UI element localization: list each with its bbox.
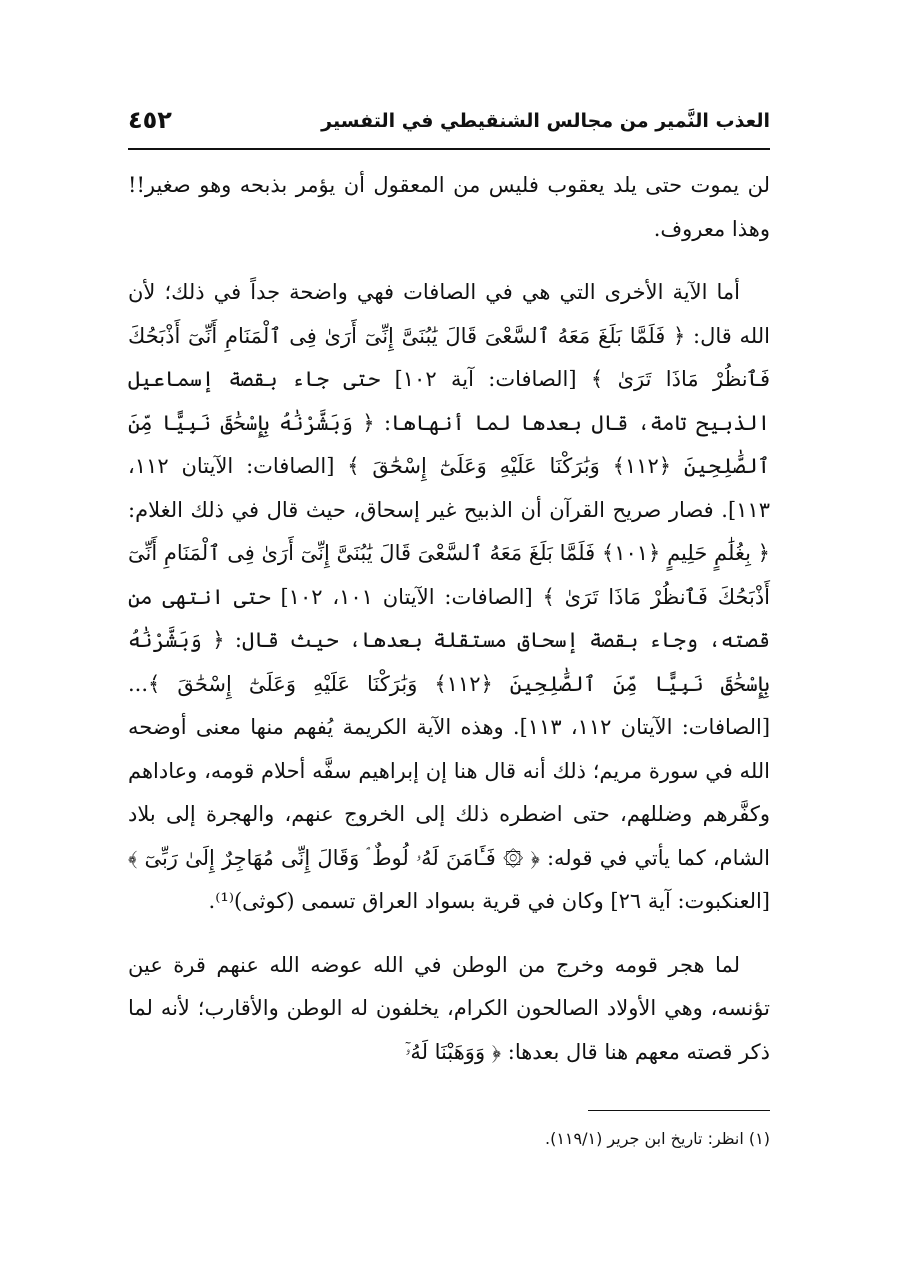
page-header xyxy=(128,104,770,144)
footnote-divider xyxy=(588,1110,770,1111)
paragraph: أما الآية الأخرى التي هي في الصافات فهي واضحة جداً في ذلك؛ لأن الله قال: ﴿ فَلَمَّا بَلَغَ مَعَهُ ٱلسَّعْىَ قَالَ يَٰبُنَىَّ إِنِّىٓ أَرَىٰ فِى ٱلْمَنَامِ أَنِّىٓ أَذْبَحُكَ فَٱنظُرْ مَاذَا تَرَىٰ ﴾ [الصافات: آية ١٠٢] حتى جاء بقصة إسماعيل الذبيح تامة، قال بعدها لما أنهاها: ﴿ وَبَشَّرْنَٰهُ بِإِسْحَٰقَ نَبِيًّا مِّنَ ٱلصَّٰلِحِينَ ﴿١١٢﴾ وَبَٰرَكْنَا عَلَيْهِ وَعَلَىٰٓ إِسْحَٰقَ ﴾ [الصافات: الآيتان ١١٢، ١١٣]. فصار صريح القرآن أن الذبيح غير إسحاق، حيث قال في ذلك الغلام: ﴿ بِغُلَٰمٍ حَلِيمٍ ﴿١٠١﴾ فَلَمَّا بَلَغَ مَعَهُ ٱلسَّعْىَ قَالَ يَٰبُنَىَّ إِنِّىٓ أَرَىٰ فِى ٱلْمَنَامِ أَنِّىٓ أَذْبَحُكَ فَٱنظُرْ مَاذَا تَرَىٰ ﴾ [الصافات: الآيتان ١٠١، ١٠٢] حتى انتهى من قصته، وجاء بقصة إسحاق مستقلة بعدها، حيث قال: ﴿ وَبَشَّرْنَٰهُ بِإِسْحَٰقَ نَبِيًّا مِّنَ ٱلصَّٰلِحِينَ ﴿١١٢﴾ وَبَٰرَكْنَا عَلَيْهِ وَعَلَىٰٓ إِسْحَٰقَ ﴾... [الصافات: الآيتان ١١٢، ١١٣]. وهذه الآية الكريمة يُفهم منها معنى أوضحه الله في سورة مريم؛ ذلك أنه قال هنا إن إبراهيم سفَّه أحلام قومه، وعاداهم وكفَّرهم وضللهم، حتى اضطره ذلك إلى الخروج عنهم، والهجرة إلى بلاد الشام، كما يأتي في قوله: ﴿ ۞ فَـَٔامَنَ لَهُۥ لُوطٌ ۘ وَقَالَ إِنِّى مُهَاجِرٌ إِلَىٰ رَبِّىٓ ﴾ [العنكبوت: آية ٢٦] وكان في قرية بسواد العراق تسمى (كوثى)⁽¹⁾. xyxy=(128,280,771,913)
paragraph: لما هجر قومه وخرج من الوطن في الله عوضه الله عنهم قرة عين تؤنسه، وهي الأولاد الصالحون الكرام، يخلفون له الوطن والأقارب؛ لأنه لما ذكر قصته معهم هنا قال بعدها: ﴿ وَوَهَبْنَا لَهُۥٓ xyxy=(128,952,770,1064)
footnote: (١) انظر: تاريخ ابن جرير (١١٩/١). xyxy=(544,1129,770,1148)
running-title: العذب النَّمير من مجالس الشنقيطي في التفسير xyxy=(321,110,770,132)
body-text xyxy=(128,164,770,1074)
page-number: ٤٥٢ xyxy=(128,106,172,134)
header-divider xyxy=(128,148,770,150)
paragraph: لن يموت حتى يلد يعقوب فليس من المعقول أن يؤمر بذبحه وهو صغير!! وهذا معروف. xyxy=(128,173,770,241)
